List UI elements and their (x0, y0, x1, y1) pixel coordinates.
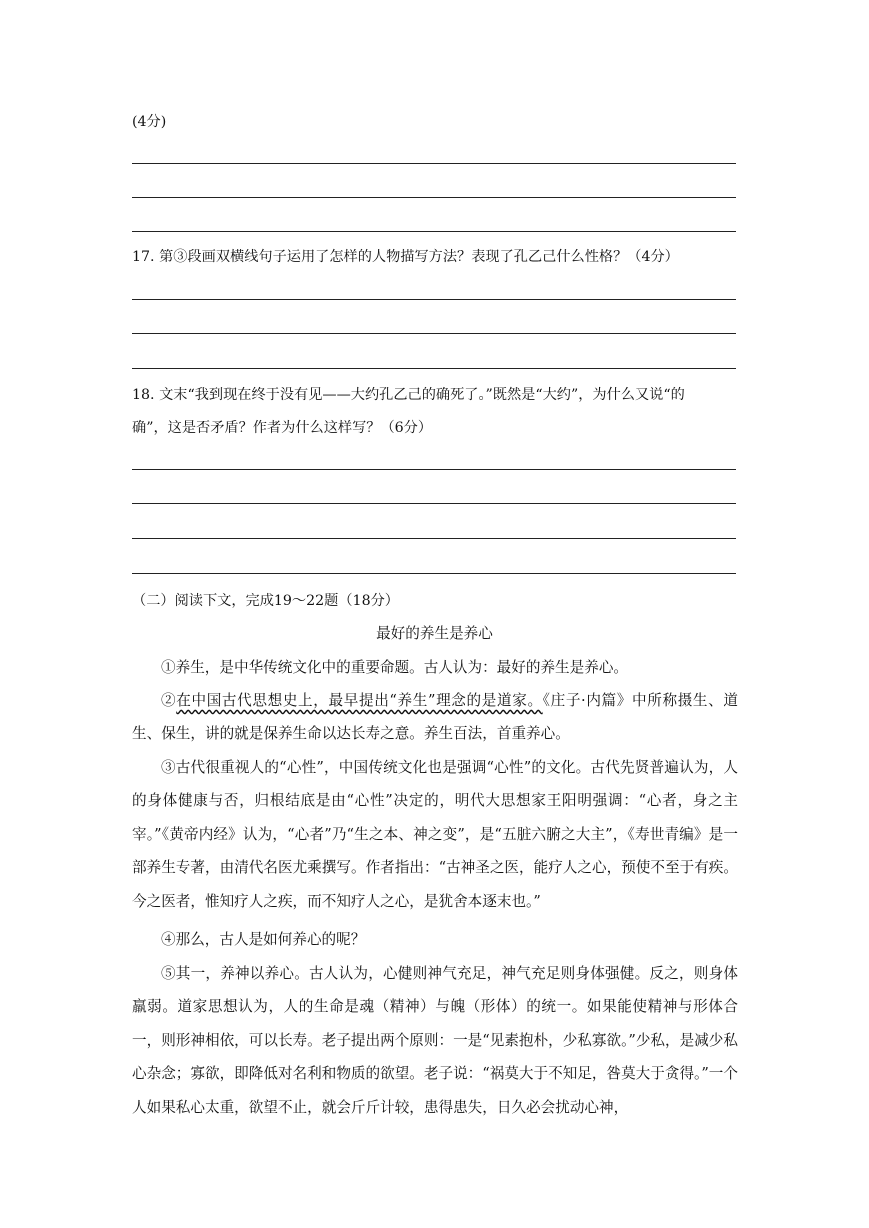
section-heading: （二）阅读下文，完成19～22题（18分） (132, 593, 399, 609)
answer-line (132, 538, 736, 539)
paragraph-2-mark: ② (161, 692, 177, 709)
answer-line (132, 573, 736, 574)
question-18-line-1: 18. 文末“我到现在终于没有见——大约孔乙己的确死了。”既然是“大约”，为什么又说“的 (132, 387, 685, 403)
question-17: 17. 第③段画双横线句子运用了怎样的人物描写方法？表现了孔乙己什么性格？（4分） (132, 249, 679, 265)
answer-line (132, 469, 736, 470)
paragraph-4: ④那么，古人是如何养心的呢？ (161, 931, 366, 948)
answer-line (132, 368, 736, 369)
score-note: (4分) (132, 114, 167, 130)
paragraph-1: ①养生，是中华传统文化中的重要命题。古人认为：最好的养生是养心。 (161, 659, 629, 676)
paragraph-2-rest: 《庄子·内篇》中所称摄生、道生、保生，讲的就是保养生命以达长寿之意。养生百法，首重养心。 (132, 692, 738, 743)
paragraph-2 (132, 684, 738, 751)
answer-line (132, 163, 736, 164)
answer-line (132, 231, 736, 232)
answer-line (132, 333, 736, 334)
article-title: 最好的养生是养心 (376, 625, 493, 642)
paragraph-3: ③古代很重视人的“心性”，中国传统文化也是强调“心性”的文化。古代先贤普遍认为，人的身体健康与否，归根结底是由“心性”决定的，明代大思想家王阳明强调：“心者，身之主宰。”《黄帝内经》认为，“心者”乃“生之本、神之变”，是“五脏六腑之大主”，《寿世青编》是一部养生专著，由清代名医尤乘撰写。作者指出：“古神圣之医，能疗人之心，预使不至于有疾。今之医者，惟知疗人之疾，而不知疗人之心，是犹舍本逐末也。” (132, 759, 738, 910)
wavy-underlined-sentence: 在中国古代思想史上，最早提出“养生”理念的是道家。 (176, 692, 543, 709)
question-18-line-2: 确”，这是否矛盾？作者为什么这样写？（6分） (132, 420, 433, 436)
answer-line (132, 503, 736, 504)
answer-line (132, 197, 736, 198)
answer-line (132, 299, 736, 300)
paragraph-5: ⑤其一，养神以养心。古人认为，心健则神气充足，神气充足则身体强健。反之，则身体羸弱。道家思想认为，人的生命是魂（精神）与魄（形体）的统一。如果能使精神与形体合一，则形神相依，可以长寿。老子提出两个原则：一是“见素抱朴，少私寡欲。”少私，是减少私心杂念；寡欲，即降低对名利和物质的欲望。老子说：“祸莫大于不知足，咎莫大于贪得。”一个人如果私心太重，欲望不止，就会斤斤计较，患得患失，日久必会扰动心神， (132, 965, 738, 1116)
